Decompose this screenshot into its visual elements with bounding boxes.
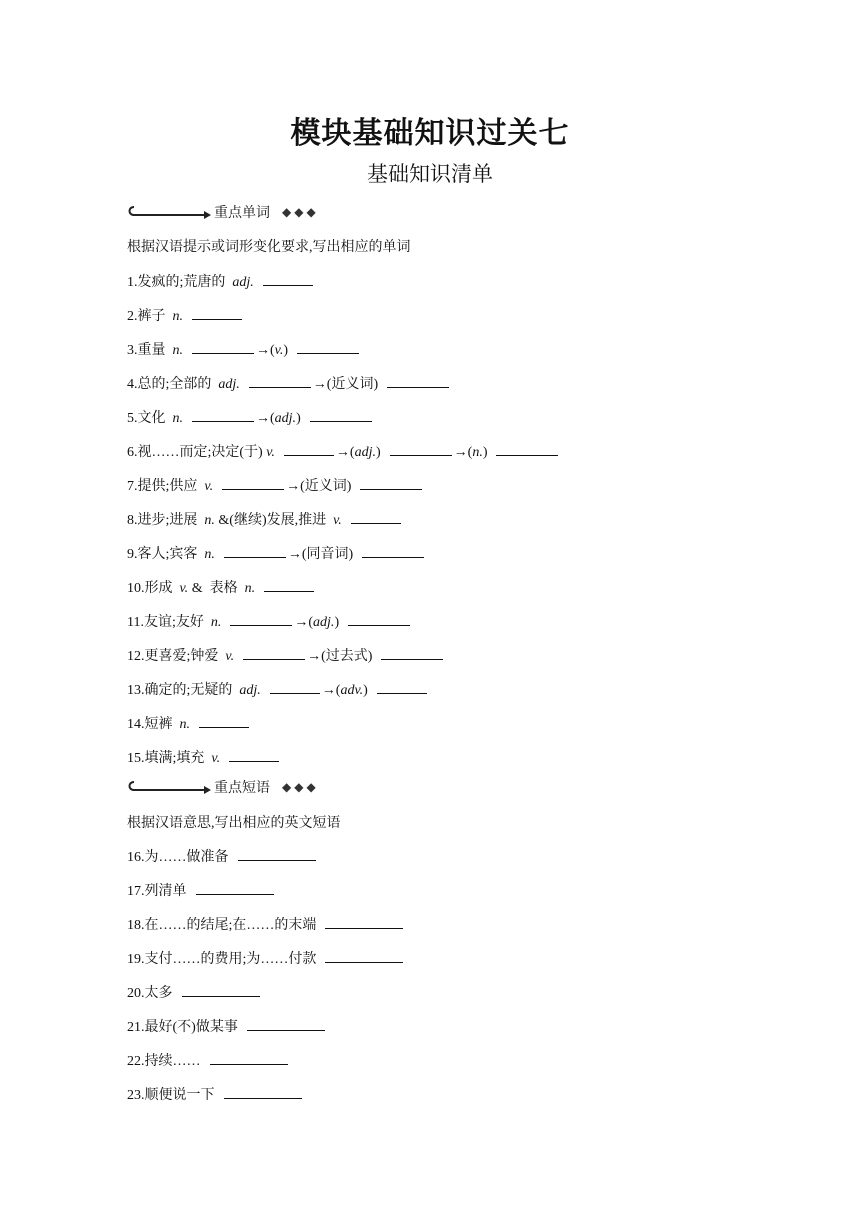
- section-instruction: 根据汉语提示或词形变化要求,写出相应的单词: [127, 240, 411, 255]
- answer-blank[interactable]: [310, 407, 372, 422]
- list-item: 23.顺便说一下: [127, 1084, 304, 1105]
- answer-blank[interactable]: [229, 747, 279, 762]
- list-item: 18.在……的结尾;在……的末端: [127, 914, 405, 935]
- list-item: 12.更喜爱;钟爱 v. →(过去式): [127, 645, 445, 666]
- list-item: 20.太多: [127, 982, 262, 1003]
- list-item: 3.重量 n. →(v.): [127, 339, 361, 360]
- section-label: 重点单词: [214, 206, 270, 221]
- list-item: 21.最好(不)做某事: [127, 1016, 327, 1037]
- list-item: 17.列清单: [127, 880, 276, 901]
- answer-blank[interactable]: [192, 305, 242, 320]
- answer-blank[interactable]: [230, 611, 292, 626]
- answer-blank[interactable]: [381, 645, 443, 660]
- answer-blank[interactable]: [192, 407, 254, 422]
- section-header-words: [126, 201, 319, 223]
- section-instruction: 根据汉语意思,写出相应的英文短语: [127, 816, 341, 831]
- answer-blank[interactable]: [199, 713, 249, 728]
- list-item: 13.确定的;无疑的 adj. →(adv.): [127, 679, 429, 700]
- list-item: 11.友谊;友好 n. →(adj.): [127, 611, 412, 632]
- answer-blank[interactable]: [210, 1050, 288, 1065]
- answer-blank[interactable]: [270, 679, 320, 694]
- answer-blank[interactable]: [325, 914, 403, 929]
- answer-blank[interactable]: [325, 948, 403, 963]
- list-item: 16.为……做准备: [127, 846, 318, 867]
- answer-blank[interactable]: [264, 577, 314, 592]
- answer-blank[interactable]: [196, 880, 274, 895]
- page-subtitle: 基础知识清单: [367, 162, 493, 186]
- answer-blank[interactable]: [387, 373, 449, 388]
- section-label: 重点短语: [214, 781, 270, 796]
- answer-blank[interactable]: [348, 611, 410, 626]
- answer-blank[interactable]: [263, 271, 313, 286]
- list-item: 15.填满;填充 v.: [127, 747, 281, 768]
- list-item: 4.总的;全部的 adj. →(近义词): [127, 373, 451, 394]
- answer-blank[interactable]: [222, 475, 284, 490]
- answer-blank[interactable]: [351, 509, 401, 524]
- answer-blank[interactable]: [496, 441, 558, 456]
- list-item: 14.短裤 n.: [127, 713, 251, 734]
- list-item: 19.支付……的费用;为……付款: [127, 948, 405, 969]
- answer-blank[interactable]: [249, 373, 311, 388]
- answer-blank[interactable]: [247, 1016, 325, 1031]
- list-item: 10.形成 v. & 表格 n.: [127, 577, 316, 598]
- answer-blank[interactable]: [182, 982, 260, 997]
- answer-blank[interactable]: [362, 543, 424, 558]
- diamond-icons: ◆◆◆: [282, 779, 319, 794]
- answer-blank[interactable]: [390, 441, 452, 456]
- answer-blank[interactable]: [377, 679, 427, 694]
- list-item: 9.客人;宾客 n. →(同音词): [127, 543, 426, 564]
- answer-blank[interactable]: [224, 1084, 302, 1099]
- answer-blank[interactable]: [284, 441, 334, 456]
- answer-blank[interactable]: [243, 645, 305, 660]
- list-item: 22.持续……: [127, 1050, 290, 1071]
- section-arrow-icon: [126, 204, 212, 220]
- answer-blank[interactable]: [224, 543, 286, 558]
- list-item: 7.提供;供应 v. →(近义词): [127, 475, 424, 496]
- answer-blank[interactable]: [192, 339, 254, 354]
- list-item: 2.裤子 n.: [127, 305, 244, 326]
- list-item: 5.文化 n. →(adj.): [127, 407, 374, 428]
- answer-blank[interactable]: [360, 475, 422, 490]
- list-item: 8.进步;进展 n. &(继续)发展,推进 v.: [127, 509, 403, 530]
- page-title: 模块基础知识过关七: [290, 116, 570, 151]
- answer-blank[interactable]: [238, 846, 316, 861]
- section-header-phrases: [126, 776, 319, 798]
- answer-blank[interactable]: [297, 339, 359, 354]
- list-item: 6.视……而定;决定(于) v. →(adj.) →(n.): [127, 441, 560, 462]
- diamond-icons: ◆◆◆: [282, 204, 319, 219]
- list-item: 1.发疯的;荒唐的 adj.: [127, 271, 315, 292]
- section-arrow-icon: [126, 779, 212, 795]
